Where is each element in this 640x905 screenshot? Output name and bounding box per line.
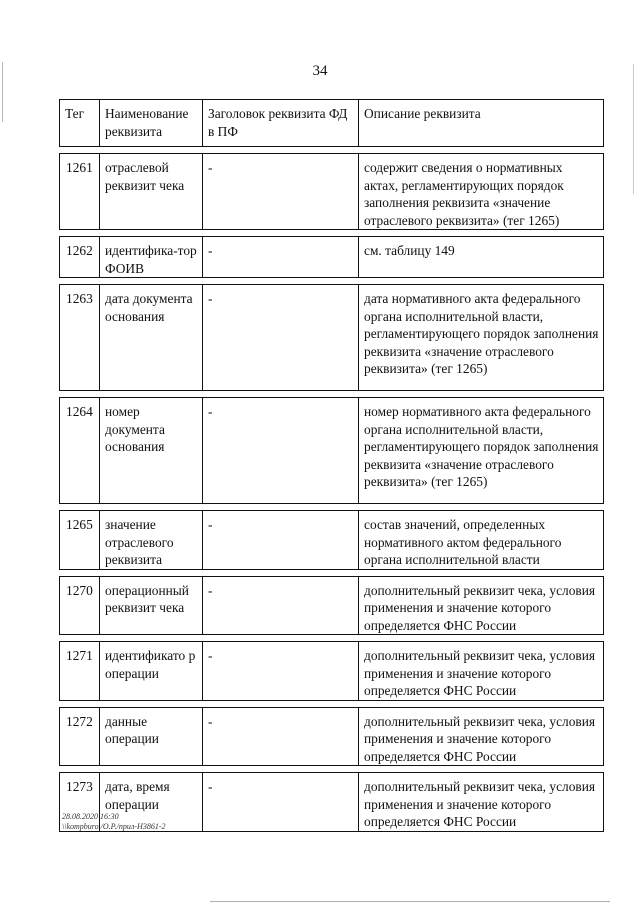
cell-tag: 1272 bbox=[60, 707, 100, 766]
cell-header: - bbox=[203, 511, 359, 570]
cell-header: - bbox=[203, 576, 359, 635]
cell-description: состав значений, определенных нормативного актом федерального органа исполнительной власти bbox=[359, 511, 604, 570]
cell-name: дата, время операции bbox=[100, 773, 203, 832]
row-gap bbox=[60, 230, 604, 237]
table-row bbox=[60, 237, 604, 278]
scan-edge-right bbox=[633, 64, 634, 194]
cell-tag: 1271 bbox=[60, 642, 100, 701]
table-row bbox=[60, 398, 604, 504]
cell-header: - bbox=[203, 237, 359, 278]
cell-header: - bbox=[203, 642, 359, 701]
cell-tag: 1270 bbox=[60, 576, 100, 635]
document-footer bbox=[62, 812, 166, 832]
row-gap bbox=[60, 391, 604, 398]
table-row bbox=[60, 511, 604, 570]
cell-name: отраслевой реквизит чека bbox=[100, 154, 203, 230]
cell-name: номер документа основания bbox=[100, 398, 203, 504]
table-row bbox=[60, 154, 604, 230]
cell-name: значение отраслевого реквизита bbox=[100, 511, 203, 570]
table-header-row bbox=[60, 100, 604, 147]
row-gap bbox=[60, 147, 604, 154]
header-description: Описание реквизита bbox=[359, 100, 604, 147]
cell-description: дополнительный реквизит чека, условия применения и значение которого определяется ФНС России bbox=[359, 773, 604, 832]
cell-description: дополнительный реквизит чека, условия применения и значение которого определяется ФНС России bbox=[359, 576, 604, 635]
cell-description: номер нормативного акта федерального органа исполнительной власти, регламентирующего порядок заполнения реквизита «значение отраслевого реквизита» (тег 1265) bbox=[359, 398, 604, 504]
cell-tag: 1262 bbox=[60, 237, 100, 278]
cell-name: идентификато р операции bbox=[100, 642, 203, 701]
header-fd-title: Заголовок реквизита ФД в ПФ bbox=[203, 100, 359, 147]
cell-name: данные операции bbox=[100, 707, 203, 766]
header-tag: Тег bbox=[60, 100, 100, 147]
cell-description: содержит сведения о нормативных актах, регламентирующих порядок заполнения реквизита «значение отраслевого реквизита» (тег 1265) bbox=[359, 154, 604, 230]
footer-timestamp: 28.08.2020 16:30 bbox=[62, 812, 119, 821]
cell-tag: 1265 bbox=[60, 511, 100, 570]
cell-tag: 1273 bbox=[60, 773, 100, 832]
table-row bbox=[60, 576, 604, 635]
cell-name: дата документа основания bbox=[100, 285, 203, 391]
row-gap bbox=[60, 504, 604, 511]
cell-description: см. таблицу 149 bbox=[359, 237, 604, 278]
footer-file-path: \\kompburo /О.Р./прил-Н3861-2 bbox=[62, 822, 166, 831]
cell-description: дата нормативного акта федерального органа исполнительной власти, регламентирующего порядок заполнения реквизита «значение отраслевого реквизита» (тег 1265) bbox=[359, 285, 604, 391]
cell-tag: 1264 bbox=[60, 398, 100, 504]
cell-name: операционный реквизит чека bbox=[100, 576, 203, 635]
cell-header: - bbox=[203, 398, 359, 504]
page-number: 34 bbox=[312, 63, 328, 79]
header-name: Наименование реквизита bbox=[100, 100, 203, 147]
cell-tag: 1263 bbox=[60, 285, 100, 391]
row-gap bbox=[60, 766, 604, 773]
cell-header: - bbox=[203, 285, 359, 391]
cell-tag: 1261 bbox=[60, 154, 100, 230]
cell-header: - bbox=[203, 154, 359, 230]
cell-name: идентифика-тор ФОИВ bbox=[100, 237, 203, 278]
table-row bbox=[60, 285, 604, 391]
requisites-table bbox=[59, 99, 604, 832]
scan-edge-bottom bbox=[210, 901, 610, 902]
row-gap bbox=[60, 635, 604, 642]
row-gap bbox=[60, 569, 604, 576]
cell-header: - bbox=[203, 707, 359, 766]
cell-header: - bbox=[203, 773, 359, 832]
cell-description: дополнительный реквизит чека, условия применения и значение которого определяется ФНС России bbox=[359, 707, 604, 766]
row-gap bbox=[60, 700, 604, 707]
table-row bbox=[60, 707, 604, 766]
row-gap bbox=[60, 278, 604, 285]
table-row bbox=[60, 642, 604, 701]
cell-description: дополнительный реквизит чека, условия применения и значение которого определяется ФНС России bbox=[359, 642, 604, 701]
